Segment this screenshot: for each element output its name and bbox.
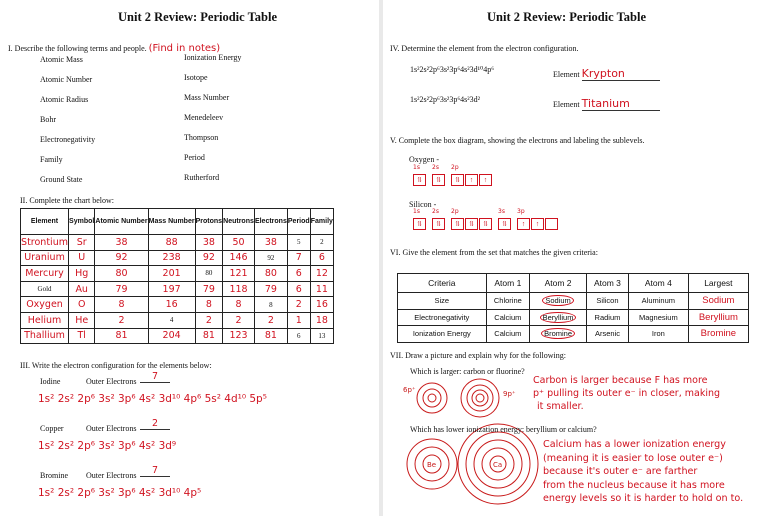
element-name: Copper [40,424,64,433]
orbital-box-row [451,171,493,189]
criteria-row [398,293,749,310]
orbital-box-row [413,215,427,233]
chart-header-cell: Protons [195,209,223,235]
orbital-box: ⥮ [498,218,511,230]
sublevel-group [517,208,559,233]
chart-cell: 38 [254,235,287,251]
sublevel-label: 2s [432,164,439,171]
chart-cell: 121 [223,266,255,282]
chart-cell: 2 [195,312,223,328]
chart-cell: 8 [195,297,223,313]
chart-header-cell: Electrons [254,209,287,235]
criteria-header-cell: Atom 3 [586,274,628,293]
answer-line: p⁺ pulling its outer e⁻ in closer, making [533,388,721,399]
chart-cell: 88 [148,235,195,251]
chart-cell: 4 [148,312,195,328]
chart-row [21,328,334,344]
chart-cell: 80 [254,266,287,282]
chart-cell: 6 [287,266,310,282]
config-1-element-row [553,67,660,81]
outer-electrons-label: Outer Electrons [86,424,137,433]
chart-cell: Au [69,281,95,297]
chart-cell: 81 [254,328,287,344]
chart-cell: 238 [148,250,195,266]
element-name: Bromine [40,471,68,480]
chart-header-cell: Period [287,209,310,235]
orbital-box: ⥮ [413,218,426,230]
chart-cell: Gold [21,281,69,297]
chart-cell: He [69,312,95,328]
criteria-cell: Iron [628,326,688,343]
chart-cell: 8 [95,297,148,313]
chart-header-cell: Family [310,209,333,235]
sublevel-label: 1s [413,208,420,215]
config-2-element-row [553,97,660,111]
chart-header-cell: Neutrons [223,209,255,235]
section-2-prompt: II. Complete the chart below: [20,196,114,205]
answer-line: energy levels so it is harder to hold on to. [543,493,744,504]
chart-cell: Strontium [21,235,69,251]
sublevel-group [498,208,512,233]
chart-cell: 201 [148,266,195,282]
answer-line: from the nucleus because it has more [543,479,725,491]
orbital-box: ⥮ [432,174,445,186]
silicon-box-diagram [413,208,564,233]
chart-cell: 12 [310,266,333,282]
term-item: Mass Number [184,93,230,102]
sublevel-label: 3s [498,208,505,215]
config-1-answer: Krypton [582,67,660,81]
criteria-cell: Beryllium [688,309,748,326]
sublevel-label: 2p [451,164,459,171]
criteria-cell: Magnesium [628,309,688,326]
criteria-cell: Size [398,293,487,310]
chart-cell: U [69,250,95,266]
chart-cell: 5 [287,235,310,251]
chart-cell: Tl [69,328,95,344]
config-1: 1s²2s²2p⁶3s²3p⁶4s²3d¹⁰4p⁶ [410,65,495,74]
chart-cell: O [69,297,95,313]
chart-cell: 38 [95,235,148,251]
term-item: Ionization Energy [184,53,242,62]
term-item: Atomic Mass [40,55,83,64]
section-1-note: (Find in notes) [148,43,221,54]
sublevel-group [413,208,427,233]
sublevel-group [451,208,493,233]
criteria-row [398,309,749,326]
criteria-cell: Calcium [486,326,529,343]
chart-cell: 16 [310,297,333,313]
term-item: Family [40,155,63,164]
section-3-prompt: III. Write the electron configuration for the elements below: [20,361,212,370]
criteria-cell: Chlorine [486,293,529,310]
chart-cell: 7 [287,250,310,266]
term-item: Rutherford [184,173,220,182]
orbital-box: ⥮ [413,174,426,186]
section-6-prompt: VI. Give the element from the set that matches the given criteria: [390,248,598,257]
electron-config-answer: 1s² 2s² 2p⁶ 3s² 3p⁶ 4s² 3d¹⁰ 4p⁵ [38,487,202,499]
chart-cell: Helium [21,312,69,328]
orbital-box: ⥮ [451,218,464,230]
config-1-element-label: Element [553,70,580,79]
electron-config-answer: 1s² 2s² 2p⁶ 3s² 3p⁶ 4s² 3d⁹ [38,440,177,452]
carbon-atom-shell-1 [423,389,441,407]
sublevel-label: 1s [413,164,420,171]
chart-header-cell: Atomic Number [95,209,148,235]
chart-cell: 80 [195,266,223,282]
section-7-prompt: VII. Draw a picture and explain why for the following: [390,351,566,360]
answer-line: Calcium has a lower ionization energy [543,439,726,450]
criteria-header-cell: Atom 2 [530,274,587,293]
orbital-box-row [498,215,512,233]
chart-cell: Uranium [21,250,69,266]
criteria-cell: Bromine [688,326,748,343]
orbital-box: ⥮ [479,218,492,230]
carbon-atom-nucleus [428,394,436,402]
criteria-cell: Arsenic [586,326,628,343]
criteria-header-cell: Atom 1 [486,274,529,293]
answer-line: it smaller. [537,401,584,412]
chart-cell: 92 [195,250,223,266]
chart-header-cell: Element [21,209,69,235]
orbital-box: ↑ [465,174,478,186]
criteria-cell: Ionization Energy [398,326,487,343]
chart-cell: Oxygen [21,297,69,313]
question-2-answer [543,438,743,506]
criteria-cell [530,326,587,343]
chart-row [21,312,334,328]
orbital-box-row [451,215,493,233]
right-title: Unit 2 Review: Periodic Table [487,10,647,24]
outer-electrons-answer: 2 [140,418,170,430]
chart-cell: 204 [148,328,195,344]
chart-cell: 11 [310,281,333,297]
periodic-chart-table [20,208,334,344]
chart-cell: 8 [223,297,255,313]
section-1-text: I. Describe the following terms and people. [8,44,147,53]
chart-cell: Mercury [21,266,69,282]
chart-cell: 50 [223,235,255,251]
chart-cell: 8 [254,297,287,313]
orbital-box: ⥮ [432,218,445,230]
sublevel-group [432,208,446,233]
term-item: Menedeleev [184,113,224,122]
outer-electrons-label: Outer Electrons [86,377,137,386]
orbital-box: ⥮ [465,218,478,230]
chart-cell: 79 [195,281,223,297]
criteria-table [397,273,749,343]
chart-row [21,297,334,313]
chart-cell: 123 [223,328,255,344]
chart-cell: 6 [310,250,333,266]
chart-cell: 2 [310,235,333,251]
criteria-cell: Calcium [486,309,529,326]
criteria-cell: Radium [586,309,628,326]
chart-cell: 1 [287,312,310,328]
criteria-header-cell: Atom 4 [628,274,688,293]
term-item: Ground State [40,175,83,184]
term-item: Electronegativity [40,135,96,144]
criteria-cell: Sodium [688,293,748,310]
orbital-box-row [413,171,427,189]
config-2-answer: Titanium [582,97,660,111]
chart-cell: 81 [95,328,148,344]
fluorine-proton-label: 9p⁺ [503,390,516,398]
criteria-header-cell: Criteria [398,274,487,293]
term-item: Isotope [184,73,208,82]
chart-cell: 146 [223,250,255,266]
chart-cell: 6 [287,328,310,344]
sublevel-group [432,164,446,189]
circled-answer: Bromine [541,328,575,339]
sublevel-label: 2p [451,208,459,215]
answer-line: (meaning it is easier to lose outer e⁻) [543,452,723,464]
criteria-header-row [398,274,749,293]
chart-header-cell: Symbol [69,209,95,235]
chart-cell: 13 [310,328,333,344]
config-2: 1s²2s²2p⁶3s²3p⁶4s²3d² [410,95,481,104]
left-page [0,0,379,516]
term-item: Period [184,153,205,162]
question-1-answer [533,374,720,413]
chart-cell: 2 [95,312,148,328]
chart-cell: 2 [287,297,310,313]
sublevel-group [413,164,427,189]
section-5-prompt: V. Complete the box diagram, showing the electrons and labeling the sublevels. [390,136,645,145]
chart-cell: 6 [287,281,310,297]
right-page [383,0,768,516]
chart-row [21,250,334,266]
chart-cell: Sr [69,235,95,251]
fluorine-atom-nucleus [476,394,484,402]
sublevel-group [451,164,493,189]
chart-cell: Hg [69,266,95,282]
orbital-box: ↑ [517,218,530,230]
sublevel-label: 2s [432,208,439,215]
section-4-prompt: IV. Determine the element from the electron configuration. [390,44,579,53]
chart-cell: 2 [223,312,255,328]
chart-header-cell: Mass Number [148,209,195,235]
chart-cell: 79 [254,281,287,297]
chart-cell: 92 [254,250,287,266]
outer-electrons-answer: 7 [140,465,170,477]
carbon-atom-shell-2 [417,383,447,413]
term-item: Atomic Number [40,75,93,84]
criteria-cell: Electronegativity [398,309,487,326]
criteria-cell [530,309,587,326]
term-item: Atomic Radius [40,95,89,104]
criteria-cell [530,293,587,310]
chart-row [21,281,334,297]
chart-cell: 197 [148,281,195,297]
chart-cell: 18 [310,312,333,328]
question-2: Which has lower ionization energy: beryllium or calcium? [410,425,597,434]
oxygen-label: Oxygen - [409,155,439,164]
oxygen-box-diagram [413,164,498,189]
criteria-cell: Aluminum [628,293,688,310]
term-item: Bohr [40,115,56,124]
fluorine-atom-shell-2 [467,385,493,411]
silicon-label: Silicon - [409,200,437,209]
criteria-row [398,326,749,343]
orbital-box-row [517,215,559,233]
chart-row [21,266,334,282]
criteria-cell: Silicon [586,293,628,310]
chart-cell: 2 [254,312,287,328]
chart-cell: 118 [223,281,255,297]
outer-electrons-answer: 7 [140,371,170,383]
chart-cell: 80 [95,266,148,282]
orbital-box: ↑ [479,174,492,186]
criteria-header-cell: Largest [688,274,748,293]
chart-cell: 81 [195,328,223,344]
fluorine-atom-shell-1 [472,390,488,406]
chart-cell: 38 [195,235,223,251]
orbital-box-row [432,171,446,189]
carbon-proton-label: 6p⁺ [403,386,416,394]
chart-cell: 79 [95,281,148,297]
element-name: Iodine [40,377,61,386]
config-2-element-label: Element [553,100,580,109]
answer-line: Carbon is larger because F has more [533,375,708,386]
calcium-symbol: Ca [493,461,503,469]
question-1: Which is larger: carbon or fluorine? [410,367,525,376]
circled-answer: Sodium [542,295,573,306]
electron-config-answer: 1s² 2s² 2p⁶ 3s² 3p⁶ 4s² 3d¹⁰ 4p⁶ 5s² 4d¹⁰ 5p⁵ [38,393,267,405]
orbital-box: ↑ [531,218,544,230]
orbital-box [545,218,558,230]
chart-header-row [21,209,334,235]
outer-electrons-label: Outer Electrons [86,471,137,480]
left-title: Unit 2 Review: Periodic Table [118,10,278,24]
answer-line: because it's outer e⁻ are farther [543,466,698,477]
chart-cell: Thallium [21,328,69,344]
chart-cell: 16 [148,297,195,313]
sublevel-label: 3p [517,208,525,215]
orbital-box-row [432,215,446,233]
term-item: Thompson [184,133,219,142]
chart-row [21,235,334,251]
circled-answer: Beryllium [540,312,577,323]
chart-cell: 92 [95,250,148,266]
orbital-box: ⥮ [451,174,464,186]
beryllium-symbol: Be [427,461,437,469]
